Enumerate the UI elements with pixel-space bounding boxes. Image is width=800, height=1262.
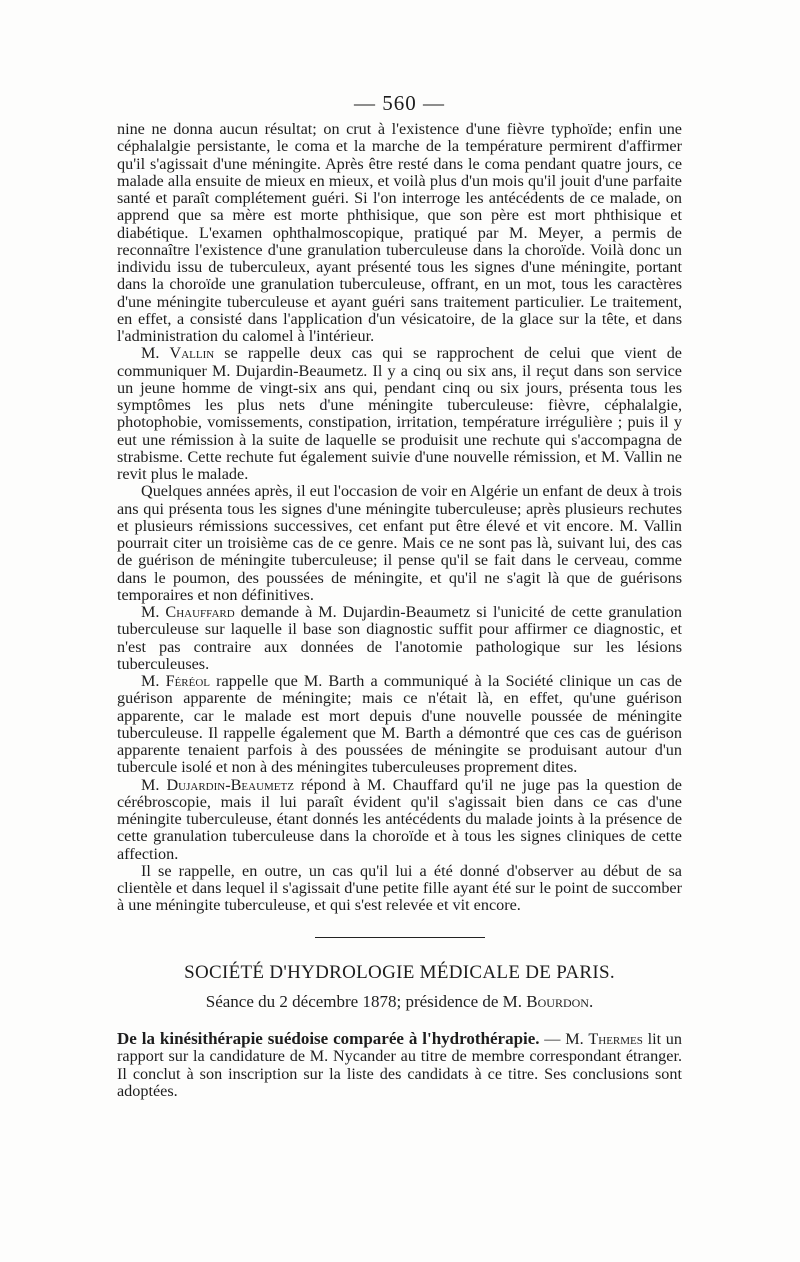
final-section bbox=[117, 1030, 682, 1101]
president-name: Bourdon bbox=[526, 991, 589, 1011]
speaker-name-dujardin: Dujardin-Beaumetz bbox=[166, 775, 294, 794]
paragraph-chauffard bbox=[117, 604, 682, 673]
paragraph-quelques: Quelques années après, il eut l'occasion de voir en Algérie un enfant de deux à trois ans qui présenta tous les signes d'une méningite tuberculeuse; après plusieurs rechutes et plusieurs rémissions successives, cet enfant put être élevé et vit encore. M. Vallin pourrait citer un troisième cas de ce genre. Mais ce ne sont pas là, suivant lui, des cas de guérison de méningite tuberculeuse; il pense qu'il se fait dans le cerveau, comme dans le poumon, des poussées de méningite, et qu'il ne s'agit là que de guérisons temporaires et non définitives. bbox=[117, 482, 682, 604]
speaker-prefix: M. bbox=[141, 603, 166, 621]
society-heading: SOCIÉTÉ D'HYDROLOGIE MÉDICALE DE PARIS. bbox=[184, 961, 615, 983]
section-divider bbox=[315, 937, 485, 938]
paragraph-case-continuation: nine ne donna aucun résultat; on crut à l'existence d'une fièvre typhoïde; enfin une céphalalgie persistante, le coma et la marche de la température permirent d'affirmer qu'il s'agissait d'une méningite. Après être resté dans le coma pendant quatre jours, ce malade alla ensuite de mieux en mieux, et voilà plus d'un mois qu'il jouit d'une parfaite santé et paraît complétement guéri. Si l'on interroge les antécédents de ce malade, on apprend que sa mère est morte phthisique, que son père est mort phthisique et diabétique. L'examen ophthalmoscopique, pratiqué par M. Meyer, a permis de reconnaître l'existence d'une granulation tuberculeuse dans la choroïde. Voilà donc un individu issu de tuberculeux, ayant présenté tous les signes d'une méningite, portant dans la choroïde une granulation tuberculeuse, offrant, en un mot, tous les caractères d'une méningite tuberculeuse et ayant guéri sans traitement particulier. Le traitement, en effet, a consisté dans l'application d'un vésicatoire, de la glace sur la tête, et dans l'administration du calomel à l'intérieur. bbox=[117, 120, 682, 345]
seance-line bbox=[117, 992, 682, 1012]
paragraph-dujardin bbox=[117, 777, 682, 863]
speaker-name-thermes: Thermes bbox=[588, 1029, 643, 1048]
speaker-name-vallin: Vallin bbox=[169, 344, 215, 363]
paragraph-text: répond à M. Chauffard qu'il ne juge pas la question de cérébroscopie, mais il lui paraît évident qu'il s'agissait bien dans ce cas d'une méningite tuberculeuse, étant donnés les antécédents du malade joints à la présence de cette granulation tuberculeuse dans la choroïde et à tous les signes cliniques de cette affection. bbox=[117, 775, 682, 863]
paragraph-rappelle: Il se rappelle, en outre, un cas qu'il lui a été donné d'observer au début de sa clientèle et dans lequel il s'agissait d'une petite fille ayant été sur le point de succomber à une méningite tuberculeuse, et qui s'est relevée et vit encore. bbox=[117, 861, 682, 915]
speaker-prefix: M. bbox=[141, 775, 167, 794]
speaker-name-fereol: Féréol bbox=[165, 672, 211, 690]
article-title: De la kinésithérapie suédoise comparée à l'hydrothérapie. bbox=[117, 1028, 540, 1048]
page-number: — 560 — bbox=[354, 91, 445, 115]
paragraph-text: rappelle que M. Barth a communiqué à la Société clinique un cas de guérison apparente de méningite; mais ce n'était là, en effet, qu'une guérison apparente, car le malade est mort depuis d'une nouvelle poussée de méningite tuberculeuse. Il rappelle également que M. Barth a démontré que ces cas de guérison apparente tenaient parfois à des poussées de méningite se produisant autour d'un tubercule isolé et non à des méningites tuberculeuses proprement dites. bbox=[117, 672, 682, 777]
speaker-prefix: M. bbox=[141, 344, 170, 363]
paragraph-text: lit un rapport sur la candidature de M. Nycander au titre de membre correspondant étranger. Il conclut à son inscription sur la liste des candidats à ce titre. Ses conclusions sont adoptées. bbox=[117, 1029, 682, 1101]
paragraph-fereol bbox=[117, 673, 682, 777]
paragraph-kinesitherapie bbox=[117, 1030, 682, 1101]
seance-end: . bbox=[588, 991, 594, 1011]
discussion-body bbox=[117, 121, 682, 915]
seance-text: Séance du 2 décembre 1878; présidence de M. bbox=[205, 991, 527, 1011]
speaker-prefix: M. bbox=[141, 672, 166, 690]
paragraph-vallin bbox=[117, 345, 682, 483]
text-column bbox=[117, 88, 682, 1101]
paragraph-text: se rappelle deux cas qui se rapprochent de celui que vient de communiquer M. Dujardin-Beaumetz. Il y a cinq ou six ans, il reçut dans son service un jeune homme de vingt-six ans qui, pendant cinq ou six jours, présenta tous les symptômes les plus nets d'une méningite tuberculeuse: fièvre, céphalalgie, photophobie, vomissements, constipation, irritation, température irrégulière ; puis il y eut une rémission à la suite de laquelle se produisit une rechute qui s'accompagna de strabisme. Cette rechute fut également suivie d'une nouvelle rémission, et M. Vallin ne revit plus le malade. bbox=[117, 344, 682, 483]
speaker-name-chauffard: Chauffard bbox=[165, 603, 235, 621]
dash-prefix: — M. bbox=[539, 1029, 589, 1048]
paragraph-text: demande à M. Dujardin-Beaumetz si l'unicité de cette granulation tuberculeuse sur laquelle il base son diagnostic suffit pour affirmer ce diagnostic, et n'est pas contraire aux données de l'anotomie pathologique sur les lésions tuberculeuses. bbox=[117, 603, 682, 673]
